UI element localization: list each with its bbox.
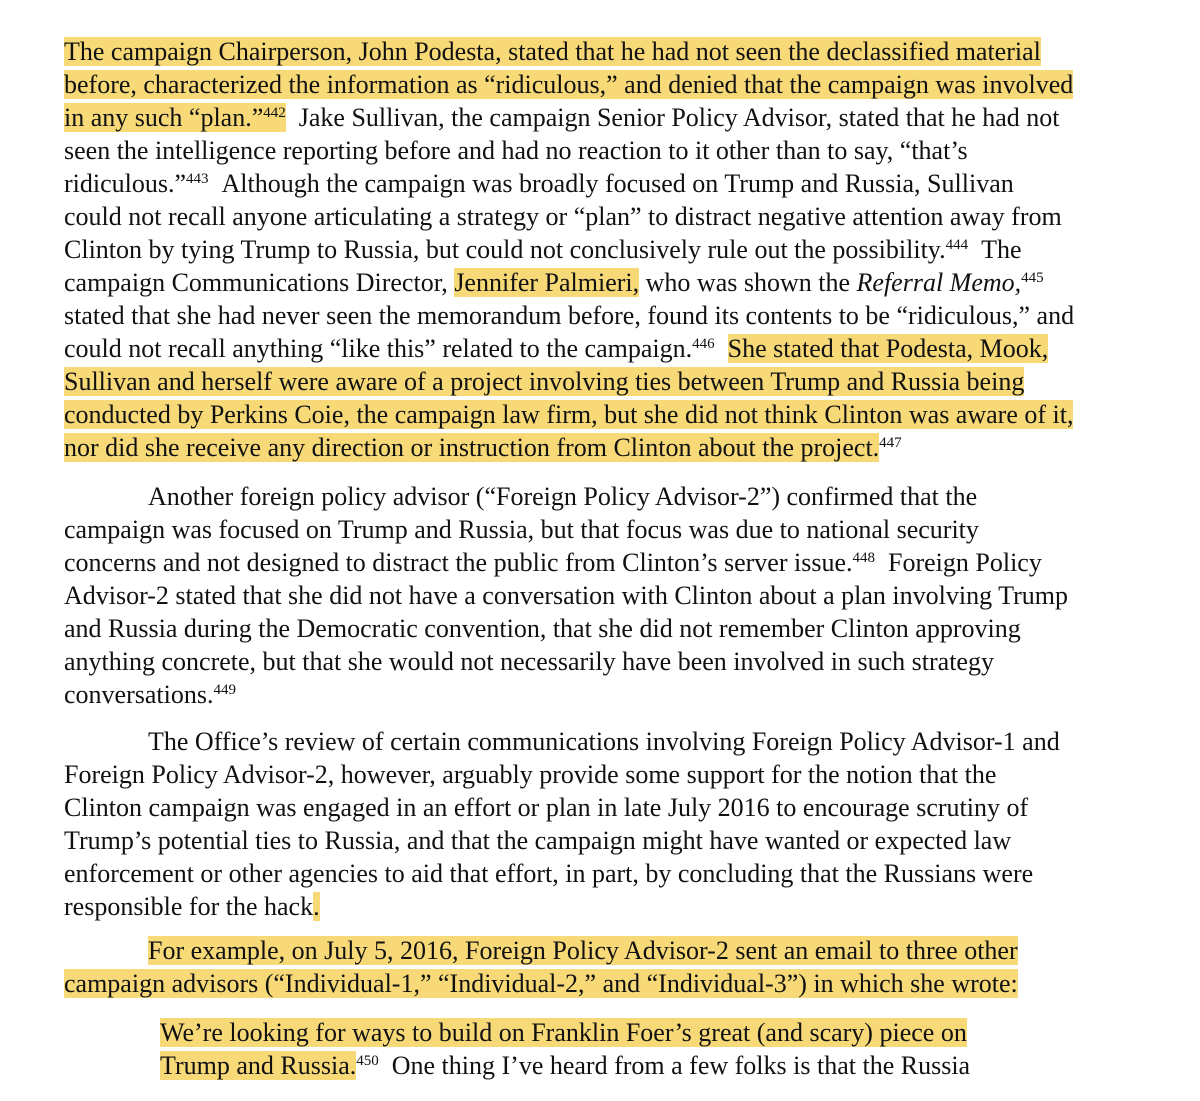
text: responsible for the hack	[64, 892, 314, 921]
quote-line-1	[160, 1017, 967, 1049]
footnote-ref: 444	[945, 237, 969, 253]
text: who was shown the	[645, 268, 851, 297]
text: could not recall anyone articulating a strategy or “plan” to distract negative attention away from	[64, 202, 1062, 231]
quote-line-2	[160, 1050, 970, 1082]
p3-line-6	[64, 891, 320, 923]
text: Foreign Policy	[888, 548, 1042, 577]
text: and Russia during the Democratic convention, that she did not remember Clinton approving	[64, 614, 1021, 643]
footnote-ref: 448	[852, 550, 875, 566]
highlight: Sullivan and herself were aware of a project involving ties between Trump and Russia being	[64, 367, 1025, 396]
referral-memo-title: Referral Memo,	[856, 268, 1022, 297]
p3-line-2	[64, 759, 996, 791]
p2-line-6	[64, 646, 994, 678]
highlight: The campaign Chairperson, John Podesta, stated that he had not seen the declassified material	[64, 37, 1041, 66]
p3-line-1	[148, 726, 1060, 758]
highlight: before, characterized the information as “ridiculous,” and denied that the campaign was involved	[64, 70, 1074, 99]
text: concerns and not designed to distract the public from Clinton’s server issue.	[64, 548, 853, 577]
p1-line-8	[64, 267, 1044, 299]
highlight: She stated that Podesta, Mook,	[727, 334, 1049, 363]
text: Clinton by tying Trump to Russia, but could not conclusively rule out the possibility.	[64, 235, 946, 264]
text: enforcement or other agencies to aid that effort, in part, by concluding that the Russians were	[64, 859, 1034, 888]
p2-line-5	[64, 613, 1021, 645]
p1-line-2	[64, 69, 1073, 101]
highlight: Trump and Russia.	[160, 1051, 357, 1080]
p1-line-3	[64, 102, 1060, 134]
text: Another foreign policy advisor (“Foreign Policy Advisor-2”) confirmed that the	[148, 482, 978, 511]
text: Although the campaign was broadly focused on Trump and Russia, Sullivan	[221, 169, 1014, 198]
text: Advisor-2 stated that she did not have a conversation with Clinton about a plan involving Trump	[64, 581, 1068, 610]
highlight: conducted by Perkins Coie, the campaign law firm, but she did not think Clinton was aware of it,	[64, 400, 1074, 429]
text: One thing I’ve heard from a few folks is that the Russia	[391, 1051, 971, 1080]
p4-line-1	[148, 935, 1018, 967]
text: Foreign Policy Advisor-2, however, arguably provide some support for the notion that the	[64, 760, 997, 789]
highlight: We’re looking for ways to build on Franklin Foer’s great (and scary) piece on	[160, 1018, 967, 1047]
p1-line-1	[64, 36, 1041, 68]
text: campaign was focused on Trump and Russia, but that focus was due to national security	[64, 515, 979, 544]
highlight: nor did she receive any direction or instruction from Clinton about the project.	[64, 433, 880, 462]
p1-line-12	[64, 399, 1073, 431]
footnote-ref: 446	[692, 336, 715, 352]
p1-line-6	[64, 201, 1062, 233]
footnote-ref: 443	[186, 171, 209, 187]
footnote-ref: 449	[213, 682, 236, 698]
text: stated that she had never seen the memorandum before, found its contents to be “ridiculous,” and	[64, 301, 1075, 330]
text: seen the intelligence reporting before and had no reaction to it other than to say, “that’s	[64, 136, 968, 165]
footnote-ref: 450	[356, 1053, 379, 1069]
p3-line-3	[64, 792, 1028, 824]
p2-line-1	[148, 481, 977, 513]
p1-line-11	[64, 366, 1024, 398]
footnote-ref: 447	[879, 435, 902, 451]
text: anything concrete, but that she would not necessarily have been involved in such strategy	[64, 647, 994, 676]
highlight: For example, on July 5, 2016, Foreign Policy Advisor-2 sent an email to three other	[148, 936, 1018, 965]
p4-line-2	[64, 968, 1018, 1000]
text: conversations.	[64, 680, 214, 709]
p1-line-5	[64, 168, 1014, 200]
p3-line-4	[64, 825, 1011, 857]
text: The	[981, 235, 1022, 264]
p2-line-7	[64, 679, 236, 711]
p1-line-7	[64, 234, 1022, 266]
p1-line-13	[64, 432, 902, 464]
p1-line-4	[64, 135, 968, 167]
highlight: Jennifer Palmieri,	[454, 268, 640, 297]
text: Clinton campaign was engaged in an effort or plan in late July 2016 to encourage scrutiny of	[64, 793, 1029, 822]
footnote-ref: 445	[1021, 270, 1044, 286]
p2-line-3	[64, 547, 1042, 579]
text: ridiculous.”	[64, 169, 187, 198]
text: The Office’s review of certain communications involving Foreign Policy Advisor-1 and	[148, 727, 1060, 756]
text: could not recall anything “like this” related to the campaign.	[64, 334, 693, 363]
text: campaign Communications Director,	[64, 268, 448, 297]
p2-line-2	[64, 514, 979, 546]
p2-line-4	[64, 580, 1068, 612]
p3-line-5	[64, 858, 1033, 890]
highlighted-text: in any such “plan.”	[64, 103, 264, 132]
text: Trump’s potential ties to Russia, and that the campaign might have wanted or expected law	[64, 826, 1012, 855]
p1-line-9	[64, 300, 1074, 332]
highlight: campaign advisors (“Individual-1,” “Individual-2,” and “Individual-3”) in which she wrote:	[64, 969, 1018, 998]
text: Jake Sullivan, the campaign Senior Policy Advisor, stated that he had not	[298, 103, 1060, 132]
highlight: .	[313, 892, 320, 921]
footnote-ref: 442	[263, 105, 286, 121]
highlight	[64, 103, 286, 132]
p1-line-10	[64, 333, 1048, 365]
